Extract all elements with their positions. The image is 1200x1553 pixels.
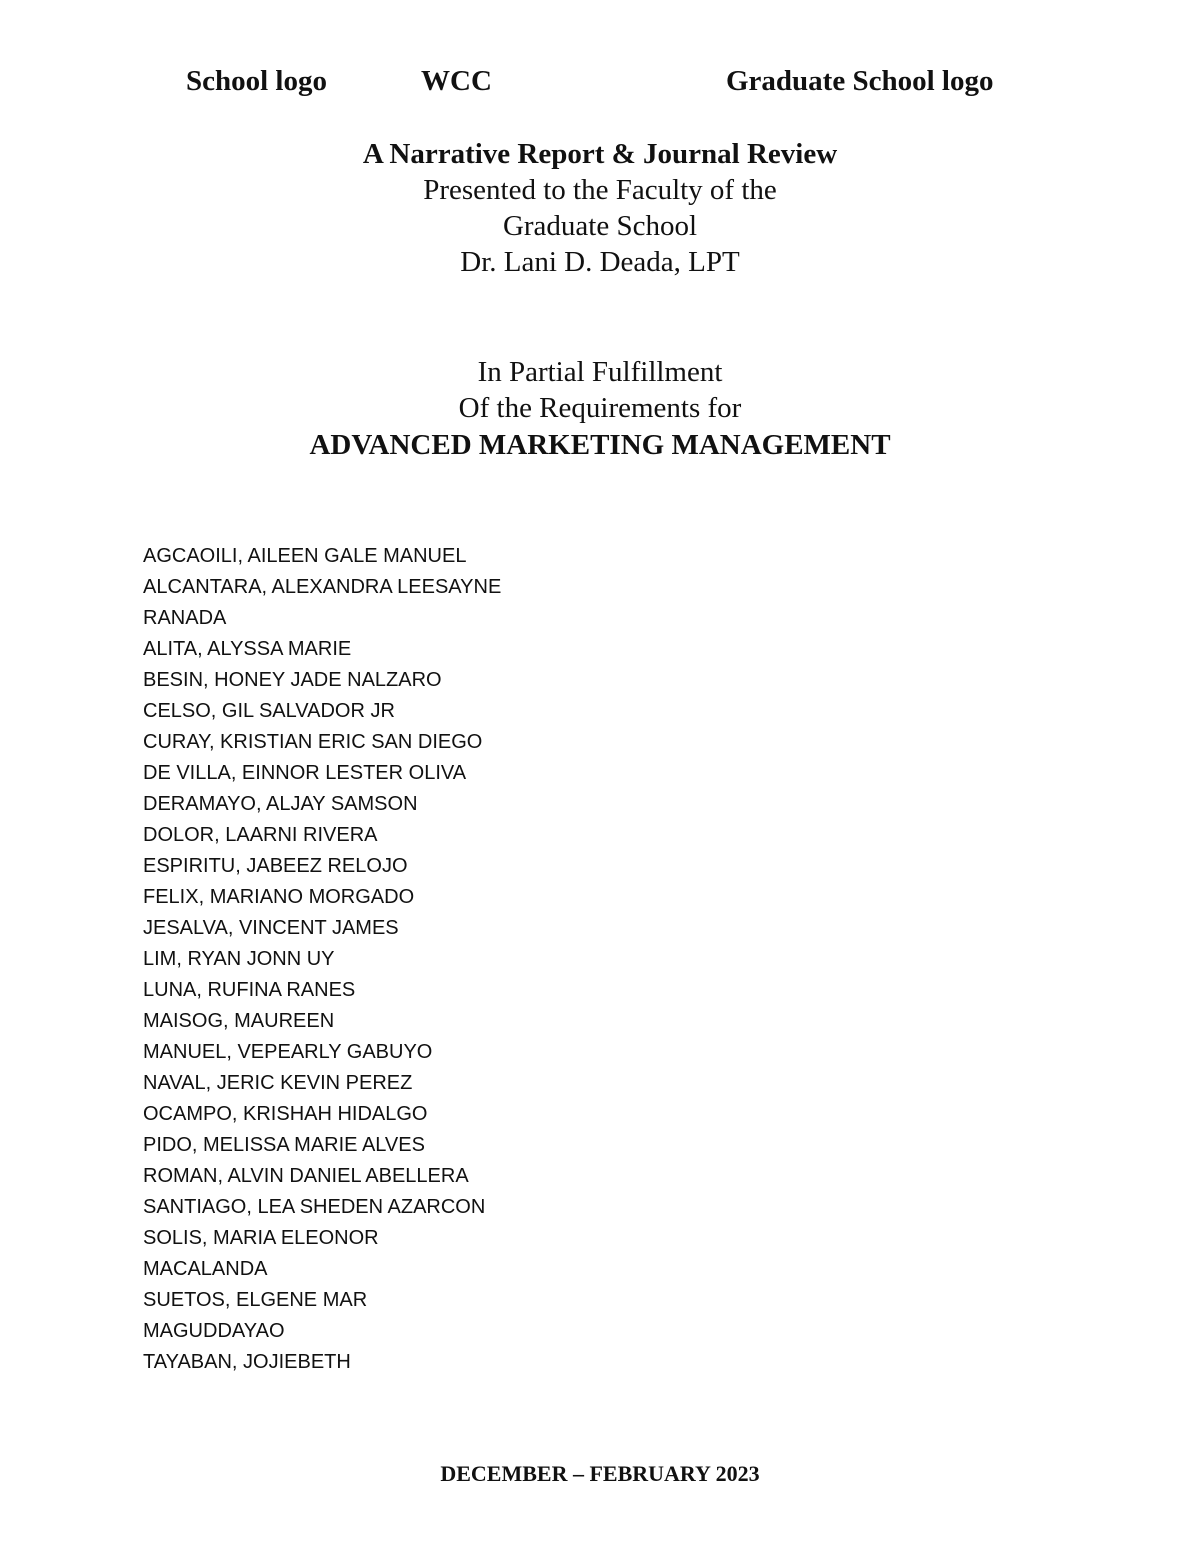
list-item: MACALANDA (143, 1258, 268, 1280)
fulfillment-line-2: Of the Requirements for (458, 392, 742, 424)
list-item: FELIX, MARIANO MORGADO (143, 886, 415, 908)
list-item: OCAMPO, KRISHAH HIDALGO (143, 1103, 428, 1125)
list-item: SANTIAGO, LEA SHEDEN AZARCON (143, 1196, 486, 1218)
list-item: RANADA (143, 607, 227, 629)
list-item: LIM, RYAN JONN UY (143, 948, 335, 970)
list-item: ALCANTARA, ALEXANDRA LEESAYNE (143, 576, 502, 598)
list-item: CURAY, KRISTIAN ERIC SAN DIEGO (143, 731, 483, 753)
graduate-school-logo-placeholder: Graduate School logo (726, 65, 994, 97)
fulfillment-line-1: In Partial Fulfillment (477, 356, 723, 388)
list-item: MANUEL, VEPEARLY GABUYO (143, 1041, 433, 1063)
list-item: LUNA, RUFINA RANES (143, 979, 356, 1001)
list-item: ROMAN, ALVIN DANIEL ABELLERA (143, 1165, 469, 1187)
list-item: SUETOS, ELGENE MAR (143, 1289, 368, 1311)
list-item: ESPIRITU, JABEEZ RELOJO (143, 855, 408, 877)
document-title: A Narrative Report & Journal Review (362, 138, 838, 170)
school-line: Graduate School (502, 210, 698, 242)
list-item: AGCAOILI, AILEEN GALE MANUEL (143, 545, 467, 567)
date-line: DECEMBER – FEBRUARY 2023 (440, 1461, 760, 1486)
presented-to-line: Presented to the Faculty of the (423, 174, 777, 206)
course-title: ADVANCED MARKETING MANAGEMENT (309, 429, 891, 461)
list-item: MAGUDDAYAO (143, 1320, 285, 1342)
institution-name: WCC (421, 65, 492, 97)
list-item: SOLIS, MARIA ELEONOR (143, 1227, 379, 1249)
school-logo-placeholder: School logo (186, 65, 327, 97)
list-item: MAISOG, MAUREEN (143, 1010, 335, 1032)
list-item: PIDO, MELISSA MARIE ALVES (143, 1134, 425, 1156)
list-item: TAYABAN, JOJIEBETH (143, 1351, 351, 1373)
list-item: CELSO, GIL SALVADOR JR (143, 700, 395, 722)
list-item: ALITA, ALYSSA MARIE (143, 638, 352, 660)
list-item: NAVAL, JERIC KEVIN PEREZ (143, 1072, 413, 1094)
title-block (0, 136, 1200, 280)
list-item: DOLOR, LAARNI RIVERA (143, 824, 378, 846)
member-list (143, 541, 501, 1378)
instructor-line: Dr. Lani D. Deada, LPT (460, 246, 740, 278)
list-item: BESIN, HONEY JADE NALZARO (143, 669, 442, 691)
list-item: DERAMAYO, ALJAY SAMSON (143, 793, 418, 815)
list-item: DE VILLA, EINNOR LESTER OLIVA (143, 762, 467, 784)
list-item: JESALVA, VINCENT JAMES (143, 917, 399, 939)
fulfillment-block (0, 354, 1200, 464)
